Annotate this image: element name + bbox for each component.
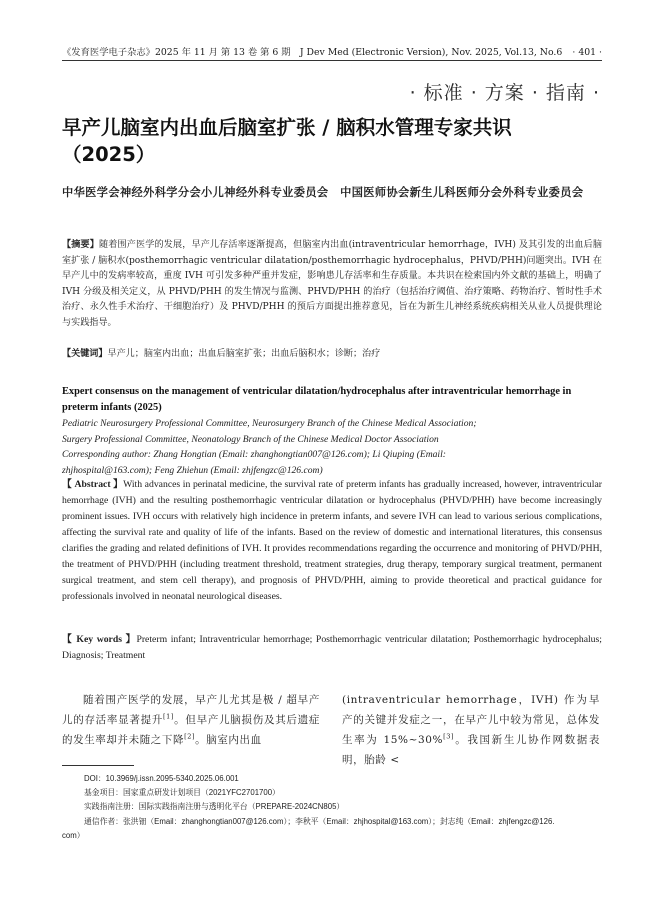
citation-link[interactable]: [2] [184,732,196,741]
fund-footnote: 基金项目：国家重点研发计划项目（2021YFC2701700） [84,788,280,798]
english-abstract-text: With advances in perinatal medicine, the survival rate of preterm infants has gradually increased, however, intraventricular hemorrhage (IVH) and the resulting posthemorrhagic ventricular dilatation or hydrocephalus (PHVD/PHH) have become increasingly prominent issues. IVH occurs with relatively high incidence in preterm infants, and severe IVH can lead to various serious complications, affecting the survival rate and quality of life of the infants. Based on the review of domestic and international literatures, this consensus clarifies the grading and related definitions of IVH. It provides recommendations regarding the occurrence and monitoring of PHVD/PHH, the treatment of PHVD/PHH (including treatment threshold, treatment strategies, drug therapy, temporary surgical treatment, permanent surgical treatment, and stem cell therapy), and prognosis of PHVD/PHH, aiming to provide theoretical and practical guidance for professionals involved in neonatal neurological diseases. [62,479,602,602]
running-head [62,44,602,58]
chinese-keywords [62,347,602,362]
body-text: (intraventricular hemorrhage，IVH) 作为早产的关键并发症之一，在早产儿中较为常见，总体发生率为 15%~30% [342,694,600,746]
body-column-right [342,690,600,770]
body-column-left [62,690,320,750]
body-text: 随着围产医学的发展，早产儿尤其是极 / 超早产儿的存活率显著提升 [62,694,320,726]
header-divider [62,60,602,61]
corresponding-author-line: zhjhospital@163.com); Feng Zhiehun (Email: zhjfengzc@126.com) [62,464,323,476]
citation-link[interactable]: [1] [163,712,175,721]
english-abstract-label: 【 Abstract 】 [62,479,124,490]
correspondence-footnote-tail: com） [62,830,85,840]
english-keywords-text: Preterm infant; Intraventricular hemorrhage; Posthemorrhagic ventricular dilatation; Posthemorrhagic hydrocephalus; Diagnosis; Treatment [62,634,602,661]
chinese-title: 早产儿脑室内出血后脑室扩张 / 脑积水管理专家共识（2025） [62,116,512,166]
english-authors-line: Surgery Professional Committee, Neonatology Branch of the Chinese Medical Doctor Association [62,433,439,445]
chinese-authors: 中华医学会神经外科学分会小儿神经外科专业委员会 中国医师协会新生儿科医师分会外科专业委员会 [62,186,584,199]
citation-link[interactable]: [3] [443,732,455,741]
doi-footnote[interactable]: DOI：10.3969/j.issn.2095-5340.2025.06.001 [84,774,239,783]
body-text: 。但早产儿脑损伤及其后遗症的发生率却并未随之下降 [62,714,320,746]
english-abstract [62,477,602,605]
page-number: · 401 · [572,47,602,58]
english-keywords [62,632,602,664]
running-head-journal: 《发育医学电子杂志》2025 年 11 月 第 13 卷 第 6 期 J Dev Med (Electronic Version), Nov. 2025, Vol.13, No.6 [62,47,563,58]
chinese-abstract-text: 随着围产医学的发展，早产儿存活率逐渐提高，但脑室内出血(intraventricular hemorrhage，IVH) 及其引发的出血后脑室扩张 / 脑积水(posthemorrhagic ventricular dilatation/posthemorrhagic hydrocephalus，PHVD/PHH)问题突出。IVH 在早产儿中的发病率较高，重度 IVH 可引发多种严重并发症，影响患儿存活率和生存质量。本共识在检索国内外文献的基础上，明确了 IVH 分级及相关定义，从 PHVD/PHH 的发生情况与监测、PHVD/PHH 的治疗（包括治疗阈值、治疗策略、药物治疗、暂时性手术治疗、永久性手术治疗、干细胞治疗）及 PHVD/PHH 的预后方面提出推荐意见，旨在为新生儿神经系统疾病相关从业人员提供理论与实践指导。 [62,240,602,328]
correspondence-footnote: 通信作者：张洪钿（Email：zhanghongtian007@126.com）；李秋平（Email：zhjhospital@163.com）；封志纯（Email：zhjfengzc@126. [84,816,555,826]
english-authors [62,416,602,478]
english-authors-line: Pediatric Neurosurgery Professional Committee, Neurosurgery Branch of the Chinese Medical Association; [62,418,477,429]
body-text: 。脑室内出血 [195,734,262,746]
footnotes [62,772,604,843]
registry-footnote: 实践指南注册：国际实践指南注册与透明化平台（PREPARE-2024CN805） [84,802,345,812]
chinese-keywords-text: 早产儿；脑室内出血；出血后脑室扩张；出血后脑积水；诊断；治疗 [107,349,381,359]
chinese-abstract-label: 【摘要】 [62,240,99,250]
chinese-abstract [62,238,602,331]
footnote-divider [62,765,134,766]
english-title: Expert consensus on the management of ventricular dilatation/hydrocephalus after intraventricular hemorrhage in preterm infants (2025) [62,386,572,413]
section-tag: · 标准 · 方案 · 指南 · [409,82,600,104]
corresponding-author-line: Corresponding author: Zhang Hongtian (Email: zhanghongtian007@126.com); Li Qiuping (Email: [62,449,446,460]
english-keywords-label: 【 Key words 】 [62,634,137,645]
body-text: 。我国新生儿协作网数据表明，胎龄 < [342,734,601,766]
chinese-keywords-label: 【关键词】 [62,349,108,359]
